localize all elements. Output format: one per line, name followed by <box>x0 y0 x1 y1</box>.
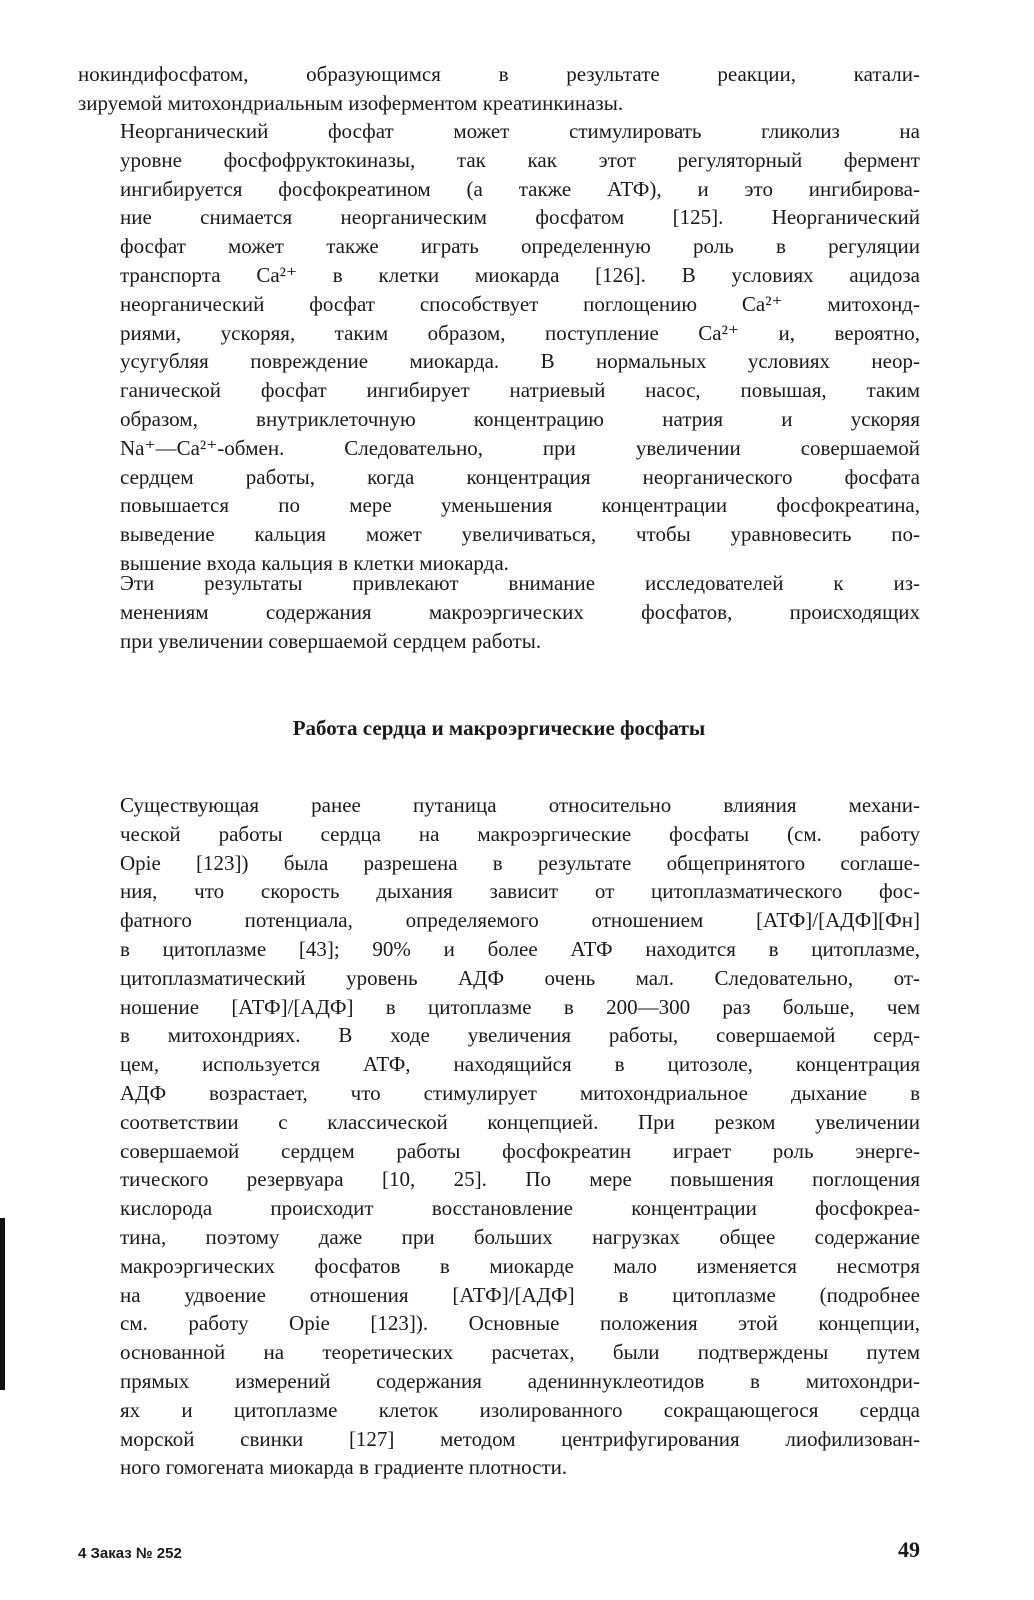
text-line: фосфат может также играть определенную роль в регуляции <box>120 234 920 259</box>
text-line: ного гомогената миокарда в градиенте плотности. <box>120 1455 568 1480</box>
text-line: кислорода происходит восстановление концентрации фосфокреа- <box>120 1196 920 1221</box>
text-line: в цитоплазме [43]; 90% и более АТФ находится в цитоплазме, <box>120 936 920 961</box>
text-line: прямых измерений содержания адениннуклеотидов в митохондри- <box>120 1368 920 1393</box>
text-line: Opie [123]) была разрешена в результате общепринятого соглаше- <box>120 850 920 875</box>
text-line: Эти результаты привлекают внимание исследователей к из- <box>120 571 920 595</box>
text-line: вышение входа кальция в клетки миокарда. <box>120 550 509 575</box>
text-line: Na⁺—Ca²⁺-обмен. Следовательно, при увеличении совершаемой <box>120 435 920 460</box>
text-line: морской свинки [127] методом центрифугирования лиофилизован- <box>120 1426 920 1451</box>
text-line: соответствии с классической концепцией. При резком увеличении <box>120 1109 920 1134</box>
text-line: ганической фосфат ингибирует натриевый насос, повышая, таким <box>120 378 920 403</box>
print-order-mark: 4 Заказ № 252 <box>78 1545 182 1562</box>
scan-margin-shadow <box>0 1218 5 1390</box>
text-line: Неорганический фосфат может стимулировать гликолиз на <box>120 119 920 143</box>
text-line: тина, поэтому даже при больших нагрузках общее содержание <box>120 1224 920 1249</box>
text-line: в митохондриях. В ходе увеличения работы, совершаемой серд- <box>120 1023 920 1048</box>
text-line: фатного потенциала, определяемого отношением [АТФ]/[АДФ][Фн] <box>120 908 920 933</box>
text-line: макроэргических фосфатов в миокарде мало изменяется несмотря <box>120 1253 920 1278</box>
text-line: ях и цитоплазме клеток изолированного сокращающегося сердца <box>120 1397 920 1422</box>
text-line: Существующая ранее путаница относительно влияния механи- <box>120 793 920 817</box>
paragraph <box>78 791 920 1482</box>
paragraph <box>78 117 920 578</box>
text-line: совершаемой сердцем работы фосфокреатин играет роль энерге- <box>120 1138 920 1163</box>
text-line: транспорта Ca²⁺ в клетки миокарда [126]. В условиях ацидоза <box>120 262 920 287</box>
paragraph <box>78 569 920 655</box>
text-line: основанной на теоретических расчетах, были подтверждены путем <box>120 1340 920 1365</box>
text-line: менениям содержания макроэргических фосфатов, происходящих <box>120 599 920 624</box>
text-line: повышается по мере уменьшения концентрации фосфокреатина, <box>120 493 920 518</box>
text-line: зируемой митохондриальным изоферментом креатинкиназы. <box>78 90 624 115</box>
page-number: 49 <box>898 1537 920 1562</box>
text-line: тического резервуара [10, 25]. По мере повышения поглощения <box>120 1167 920 1192</box>
text-line: АДФ возрастает, что стимулирует митохондриальное дыхание в <box>120 1080 920 1105</box>
paragraph <box>78 60 920 118</box>
text-line: сердцем работы, когда концентрация неорганического фосфата <box>120 464 920 489</box>
text-line: образом, внутриклеточную концентрацию натрия и ускоряя <box>120 406 920 431</box>
text-line: риями, ускоряя, таким образом, поступление Ca²⁺ и, вероятно, <box>120 320 920 345</box>
text-line: см. работу Opie [123]). Основные положения этой концепции, <box>120 1311 920 1336</box>
text-line: на удвоение отношения [АТФ]/[АДФ] в цитоплазме (подробнее <box>120 1282 920 1307</box>
section-heading: Работа сердца и макроэргические фосфаты <box>292 716 706 740</box>
text-line: цитоплазматический уровень АДФ очень мал. Следовательно, от- <box>120 965 920 990</box>
text-line: выведение кальция может увеличиваться, чтобы уравновесить по- <box>120 522 920 547</box>
text-line: неорганический фосфат способствует поглощению Ca²⁺ митохонд- <box>120 291 920 316</box>
text-line: ческой работы сердца на макроэргические фосфаты (см. работу <box>120 821 920 846</box>
text-line: ингибируется фосфокреатином (а также АТФ), и это ингибирова- <box>120 176 920 201</box>
text-line: ношение [АТФ]/[АДФ] в цитоплазме в 200—300 раз больше, чем <box>120 994 920 1019</box>
text-line: цем, используется АТФ, находящийся в цитозоле, концентрация <box>120 1052 920 1077</box>
text-line: уровне фосфофруктокиназы, так как этот регуляторный фермент <box>120 147 920 172</box>
text-line: ния, что скорость дыхания зависит от цитоплазматического фос- <box>120 879 920 904</box>
text-line: при увеличении совершаемой сердцем работы. <box>120 628 542 653</box>
text-line: нокиндифосфатом, образующимся в результате реакции, катали- <box>78 62 920 86</box>
text-line: ние снимается неорганическим фосфатом [125]. Неорганический <box>120 205 920 230</box>
text-line: усугубляя повреждение миокарда. В нормальных условиях неор- <box>120 349 920 374</box>
